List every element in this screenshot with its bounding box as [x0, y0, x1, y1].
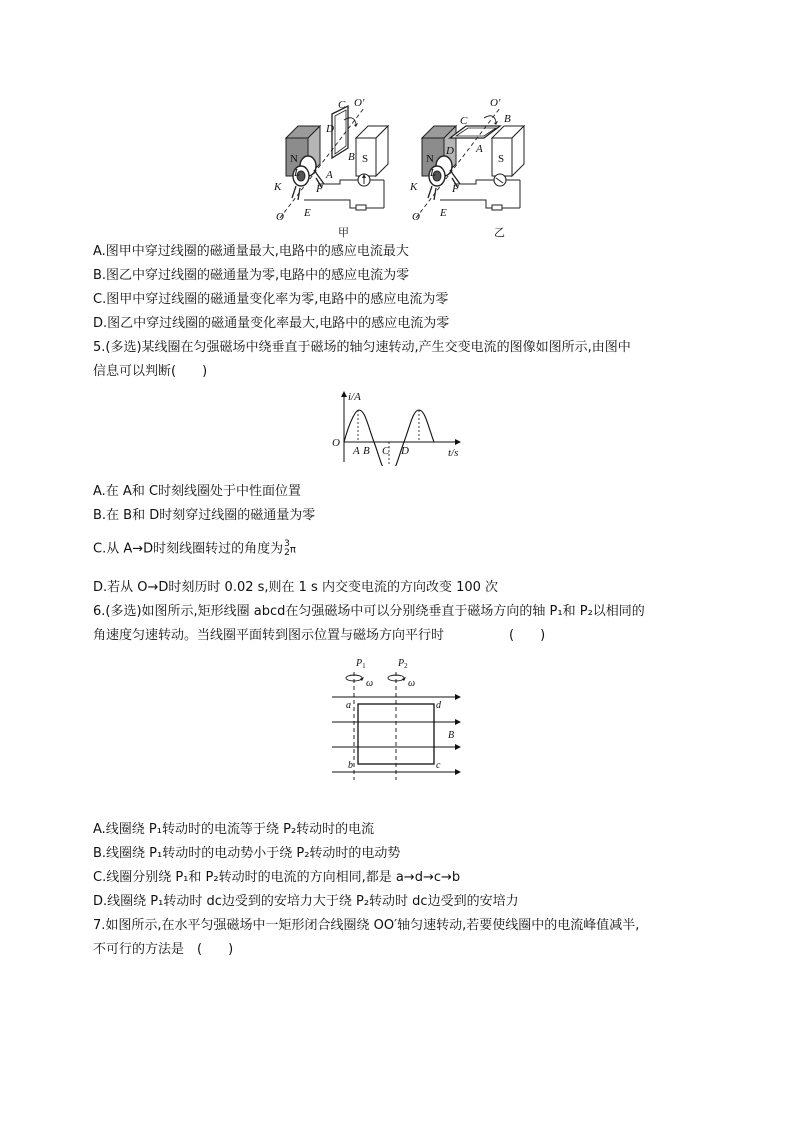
- label-F-right: F: [452, 183, 459, 195]
- corner-b-label: b: [348, 760, 353, 771]
- origin-label: O: [332, 437, 340, 449]
- q5-stem-line1: 5.(多选)某线圈在匀强磁场中绕垂直于磁场的轴匀速转动,产生交变电流的图像如图所示,由图中: [93, 340, 631, 355]
- label-O-prime: O′: [354, 97, 365, 109]
- generator-left: [273, 97, 388, 238]
- caption-right: 乙: [494, 227, 505, 238]
- q7-stem-line1: 7.如图所示,在水平匀强磁场中一矩形闭合线圈绕 OO′轴匀速转动,若要使线圈中的电流峰值减半,: [93, 918, 640, 933]
- coil-abcd: [358, 704, 434, 764]
- label-N-right: N: [426, 153, 434, 165]
- label-C-right: C: [460, 115, 468, 127]
- label-A: A: [326, 169, 333, 181]
- q4-option-b: B.图乙中穿过线圈的磁通量为零,电路中的感应电流为零: [93, 268, 410, 283]
- q6-option-c: C.线圈分别绕 P₁和 P₂转动时的电流的方向相同,都是 a→d→c→b: [93, 870, 461, 885]
- label-S: S: [362, 153, 369, 165]
- q5-option-d: D.若从 O→D时刻历时 0.02 s,则在 1 s 内交变电流的方向改变 100 次: [93, 580, 499, 595]
- axis-P1-label: $P_1$: [356, 658, 366, 670]
- q5-option-a: A.在 A和 C时刻线圈处于中性面位置: [93, 484, 302, 499]
- pi-symbol: π: [289, 544, 296, 556]
- label-L-right: L: [430, 167, 437, 179]
- q6-option-d: D.线圈绕 P₁转动时 dc边受到的安培力大于绕 P₂转动时 dc边受到的安培力: [93, 894, 519, 909]
- sine-curve: [344, 410, 434, 466]
- omega-2-label: ω: [408, 678, 416, 689]
- corner-a-label: a: [346, 700, 351, 711]
- q6-stem-line1: 6.(多选)如图所示,矩形线圈 abcd在匀强磁场中可以分别绕垂直于磁场方向的轴 P₁和 P₂以相同的: [93, 604, 645, 619]
- point-B-label: B: [363, 445, 370, 457]
- q5-stem-line2: 信息可以判断( ): [93, 364, 208, 379]
- label-O-prime-right: O′: [490, 97, 501, 109]
- x-axis-label: t/s: [448, 447, 459, 459]
- label-N: N: [290, 153, 298, 165]
- q5-option-c: [93, 540, 296, 559]
- point-C-label: C: [382, 445, 390, 457]
- label-B-right: B: [504, 113, 511, 125]
- q5-option-c-text: C.从 A→D时刻线圈转过的角度为: [93, 541, 284, 557]
- generator-right: [409, 97, 524, 238]
- label-B: B: [348, 151, 355, 163]
- current-time-graph: [328, 386, 468, 466]
- label-E: E: [304, 207, 311, 219]
- caption-left: 甲: [338, 227, 349, 238]
- label-E-right: E: [440, 207, 447, 219]
- field-B-label: B: [448, 730, 455, 741]
- q6-stem-line2: 角速度匀速转动。当线圈平面转到图示位置与磁场方向平行时 ( ): [93, 628, 546, 643]
- label-O: O: [276, 211, 284, 223]
- corner-c-label: c: [436, 760, 441, 771]
- rectangular-coil-figure: [330, 652, 466, 780]
- label-O-right: O: [412, 211, 420, 223]
- label-K: K: [274, 181, 282, 193]
- label-L: L: [294, 167, 301, 179]
- point-D-label: D: [401, 445, 409, 457]
- fraction-3-2: 3 2: [284, 539, 290, 558]
- q6-option-b: B.线圈绕 P₁转动时的电动势小于绕 P₂转动时的电动势: [93, 846, 401, 861]
- omega-1-label: ω: [366, 678, 374, 689]
- label-C: C: [338, 99, 346, 111]
- generator-figure: [268, 96, 538, 238]
- axis-P2-label: $P_2$: [398, 658, 408, 670]
- y-axis-label: i/A: [348, 391, 361, 403]
- q5-option-b: B.在 B和 D时刻穿过线圈的磁通量为零: [93, 508, 316, 523]
- q7-stem-line2: 不可行的方法是 ( ): [93, 942, 234, 957]
- label-F: F: [316, 183, 323, 195]
- label-D: D: [326, 123, 334, 135]
- corner-d-label: d: [436, 700, 441, 711]
- q4-option-d: D.图乙中穿过线圈的磁通量变化率最大,电路中的感应电流为零: [93, 316, 450, 331]
- label-D-right: D: [446, 145, 454, 157]
- q4-option-a: A.图甲中穿过线圈的磁通量最大,电路中的感应电流最大: [93, 244, 409, 259]
- label-A-right: A: [476, 143, 483, 155]
- q6-option-a: A.线圈绕 P₁转动时的电流等于绕 P₂转动时的电流: [93, 822, 375, 837]
- q4-option-c: C.图甲中穿过线圈的磁通量变化率为零,电路中的感应电流为零: [93, 292, 449, 307]
- label-K-right: K: [410, 181, 418, 193]
- label-S-right: S: [498, 153, 505, 165]
- point-A-label: A: [353, 445, 360, 457]
